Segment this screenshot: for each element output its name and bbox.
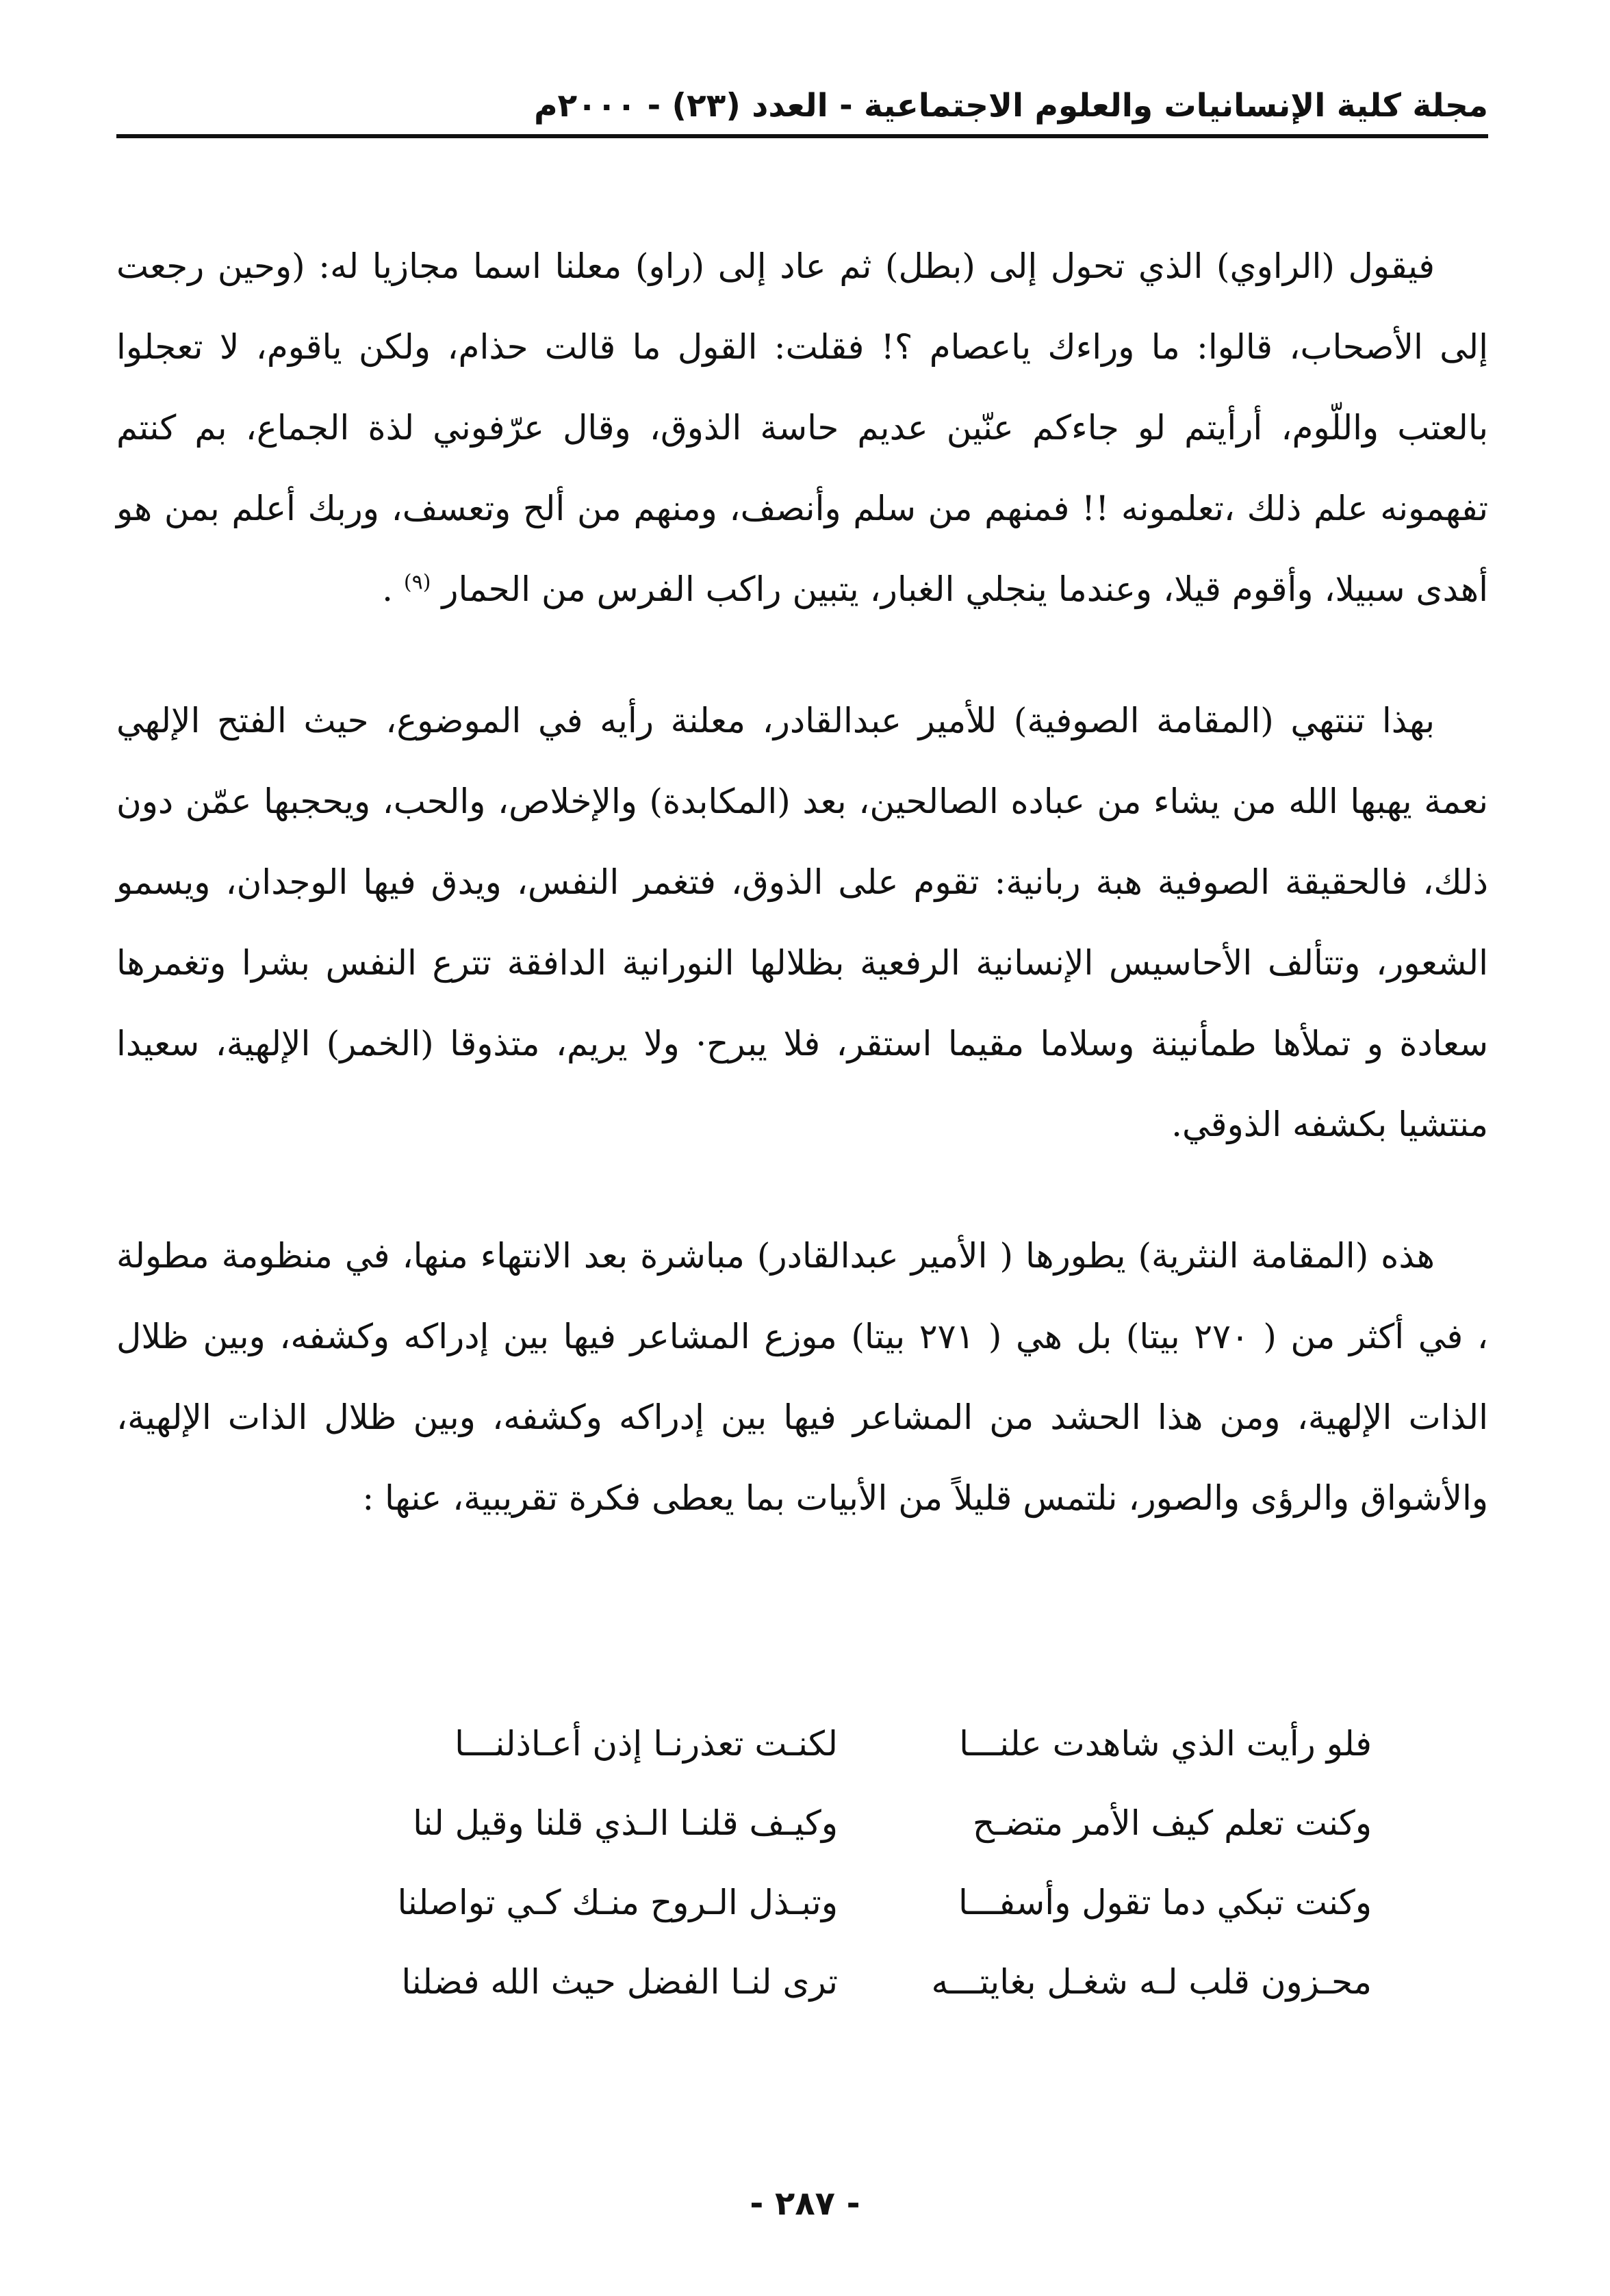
footnote-reference: (٩): [403, 570, 431, 595]
paragraph-3: [116, 1215, 1488, 1538]
body-text: [116, 226, 1488, 1589]
verse-second-hemistich: وكيـف قلنـا الـذي قلنا وقيل لنا: [413, 1803, 838, 1843]
running-header: [116, 66, 1488, 138]
paragraph-1: [116, 226, 1488, 630]
paragraph-2: [116, 680, 1488, 1165]
paragraph-1-text: فيقول (الراوي) الذي تحول إلى (بطل) ثم عاد إلى (راو) معلنا اسما مجازيا له: (وحين رجعت إلى الأصحاب، قالوا: ما وراءك ياعصام ؟! فقلت: القول ما قالت حذام، ولكن ياقوم، لا تعجلوا بالعتب واللّوم، أرأيتم لو جاءكم عنّين عديم حاسة الذوق، وقال عرّفوني لذة الجماع، بم كنتم تفهمونه علم ذلك ،تعلمونه !! فمنهم من سلم وأنصف، ومنهم من ألح وتعسف، وربك أعلم بمن هو أهدى سبيلا، وأقوم قيلا، وعندما ينجلي الغبار، يتبين راكب الفرس من الحمار: [116, 246, 1488, 609]
verse-first-hemistich: وكنت تبكي دما تقول وأسفـــا: [958, 1883, 1372, 1922]
journal-title: مجلة كلية الإنسانيات والعلوم الاجتماعية - العدد (٢٣) - ٢٠٠٠م: [534, 87, 1488, 125]
poem-verse: [116, 1942, 1488, 2022]
verse-first-hemistich: فلو رأيت الذي شاهدت علنـــا: [959, 1724, 1372, 1764]
poem-verse: [116, 1783, 1488, 1863]
verse-first-hemistich: محـزون قلب لـه شغـل بغايتـــه: [931, 1962, 1372, 2002]
verse-second-hemistich: وتبـذل الـروح منـك كـي تواصلنا: [397, 1883, 838, 1922]
verse-second-hemistich: ترى لنـا الفضل حيث الله فضلنا: [401, 1962, 838, 2002]
page-number: - ٢٨٧ -: [750, 2184, 860, 2223]
paragraph-1-tail: .: [382, 569, 404, 609]
paragraph-3-text: هذه (المقامة النثرية) يطورها ( الأمير عبدالقادر) مباشرة بعد الانتهاء منها، في منظومة مطولة ، في أكثر من ( ٢٧٠ بيتا) بل هي ( ٢٧١ بيتا) موزع المشاعر فيها بين إدراكه وكشفه، وبين ظلال الذات الإلهية، ومن هذا الحشد من المشاعر فيها بين إدراكه وكشفه، وبين ظلال الذات الإلهية، والأشواق والرؤى والصور، نلتمس قليلاً من الأبيات بما يعطى فكرة تقريبية، عنها :: [116, 1236, 1489, 1518]
poem-verses: [116, 1704, 1488, 2022]
poem-verse: [116, 1704, 1488, 1783]
poem-verse: [116, 1863, 1488, 1942]
paragraph-2-text: بهذا تنتهي (المقامة الصوفية) للأمير عبدالقادر، معلنة رأيه في الموضوع، حيث الفتح الإلهي نعمة يهبها الله من يشاء من عباده الصالحين، بعد (المكابدة) والإخلاص، والحب، ويحجبها عمّن دون ذلك، فالحقيقة الصوفية هبة ربانية: تقوم على الذوق، فتغمر النفس، ويدق فيها الوجدان، ويسمو الشعور، وتتألف الأحاسيس الإنسانية الرفعية بظلالها النورانية الدافقة تترع النفس بشرا وتغمرها سعادة و تملأها طمأنينة وسلاما مقيما استقر، فلا يبرح· ولا يريم، متذوقا (الخمر) الإلهية، سعيدا منتشيا بكشفه الذوقي.: [116, 701, 1488, 1144]
verse-first-hemistich: وكنت تعلم كيف الأمر متضـح: [972, 1803, 1372, 1843]
verse-second-hemistich: لكنـت تعذرنـا إذن أعـاذلنـــا: [455, 1724, 838, 1764]
